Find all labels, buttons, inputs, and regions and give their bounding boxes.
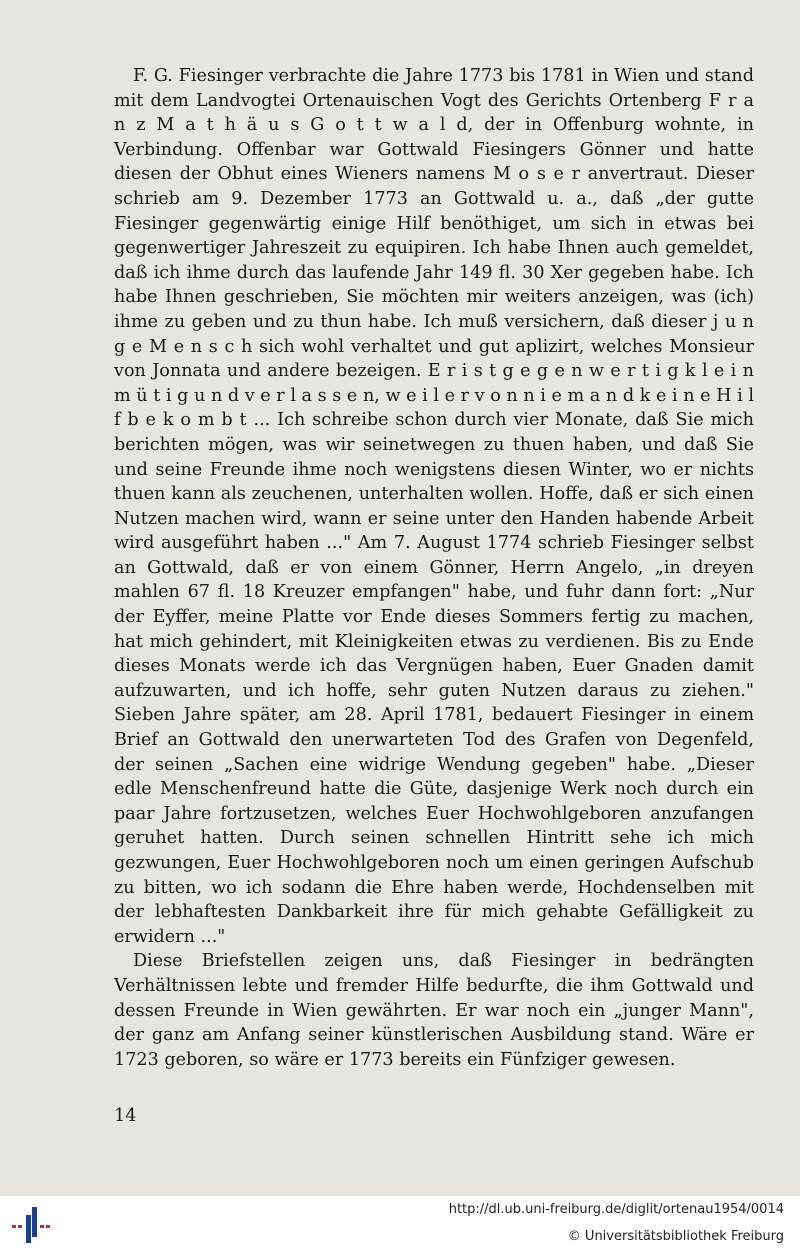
source-url-link[interactable]: http://dl.ub.uni-freiburg.de/diglit/ortenau1954/0014 <box>448 1202 784 1217</box>
copyright-notice: © Universitätsbibliothek Freiburg <box>567 1229 784 1244</box>
paragraph-1: F. G. Fiesinger verbrachte die Jahre 1773 bis 1781 in Wien und stand mit dem Landvogtei Ortenauischen Vogt des Gerichts Ortenberg F r a n z M a t h ä u s G o t t w a l d, der in Offenburg wohnte, in Verbindung. Offenbar war Gottwald Fiesingers Gönner und hatte diesen der Obhut eines Wieners namens M o s e r anvertraut. Dieser schrieb am 9. Dezember 1773 an Gottwald u. a., daß „der gutte Fiesinger gegenwärtig einige Hilf benöthiget, um sich in etwas bei gegenwertiger Jahreszeit zu equipiren. Ich habe Ihnen auch gemeldet, daß ich ihme durch das laufende Jahr 149 fl. 30 Xer gegeben habe. Ich habe Ihnen geschrieben, Sie möchten mir weiters anzeigen, was (ich) ihme zu geben und zu thun habe. Ich muß versichern, daß dieser j u n g e M e n s c h sich wohl verhaltet und gut aplizirt, welches Monsieur von Jonnata und andere bezeigen. E r i s t g e g e n w e r t i g k l e i n m ü t i g u n d v e r l a s s e n, w e i l e r v o n n i e m a n d k e i n e H i l f b e k o m b t ... Ich schreibe schon durch vier Monate, daß Sie mich berichten mögen, was wir seinetwegen zu thuen haben, und daß Sie und seine Freunde ihme noch wenigstens diesen Winter, wo er nichts thuen kann als zeuchenen, unterhalten wollen. Hoffe, daß er sich einen Nutzen machen wird, wann er seine unter den Handen habende Arbeit wird ausgeführt haben ..." Am 7. August 1774 schrieb Fiesinger selbst an Gottwald, daß er von einem Gönner, Herrn Angelo, „in dreyen mahlen 67 fl. 18 Kreuzer empfangen" habe, und fuhr dann fort: „Nur der Eyffer, meine Platte vor Ende dieses Sommers fertig zu machen, hat mich gehindert, mit Kleinigkeiten etwas zu verdienen. Bis zu Ende dieses Monats werde ich das Vergnügen haben, Euer Gnaden damit aufzuwarten, und ich hoffe, sehr guten Nutzen daraus zu ziehen." Sieben Jahre später, am 28. April 1781, bedauert Fiesinger in einem Brief an Gottwald den unerwarteten Tod des Grafen von Degenfeld, der seinen „Sachen eine widrige Wendung gegeben" habe. „Dieser edle Menschenfreund hatte die Güte, dasjenige Werk noch durch ein paar Jahre fortzusetzen, welches Euer Hochwohlgeboren anzufangen geruhet hatten. Durch seinen schnellen Hintritt sehe ich mich gezwungen, Euer Hochwohlgeboren noch um einen geringen Aufschub zu bitten, wo ich sodann die Ehre haben werde, Hochdenselben mit der lebhaftesten Dankbarkeit ihre für mich gehabte Gefälligkeit zu erwidern ..." <box>114 66 754 947</box>
library-logo-icon <box>12 1207 52 1245</box>
paragraph-2: Diese Briefstellen zeigen uns, daß Fiesinger in bedrängten Verhältnissen lebte und fremder Hilfe bedurfte, die ihm Gottwald und dessen Freunde in Wien gewährten. Er war noch ein „junger Mann", der ganz am Anfang seiner künstlerischen Ausbildung stand. Wäre er 1723 geboren, so wäre er 1773 bereits ein Fünfziger gewesen. <box>114 951 754 1070</box>
page-number: 14 <box>114 1106 137 1126</box>
body-text <box>114 64 754 1072</box>
